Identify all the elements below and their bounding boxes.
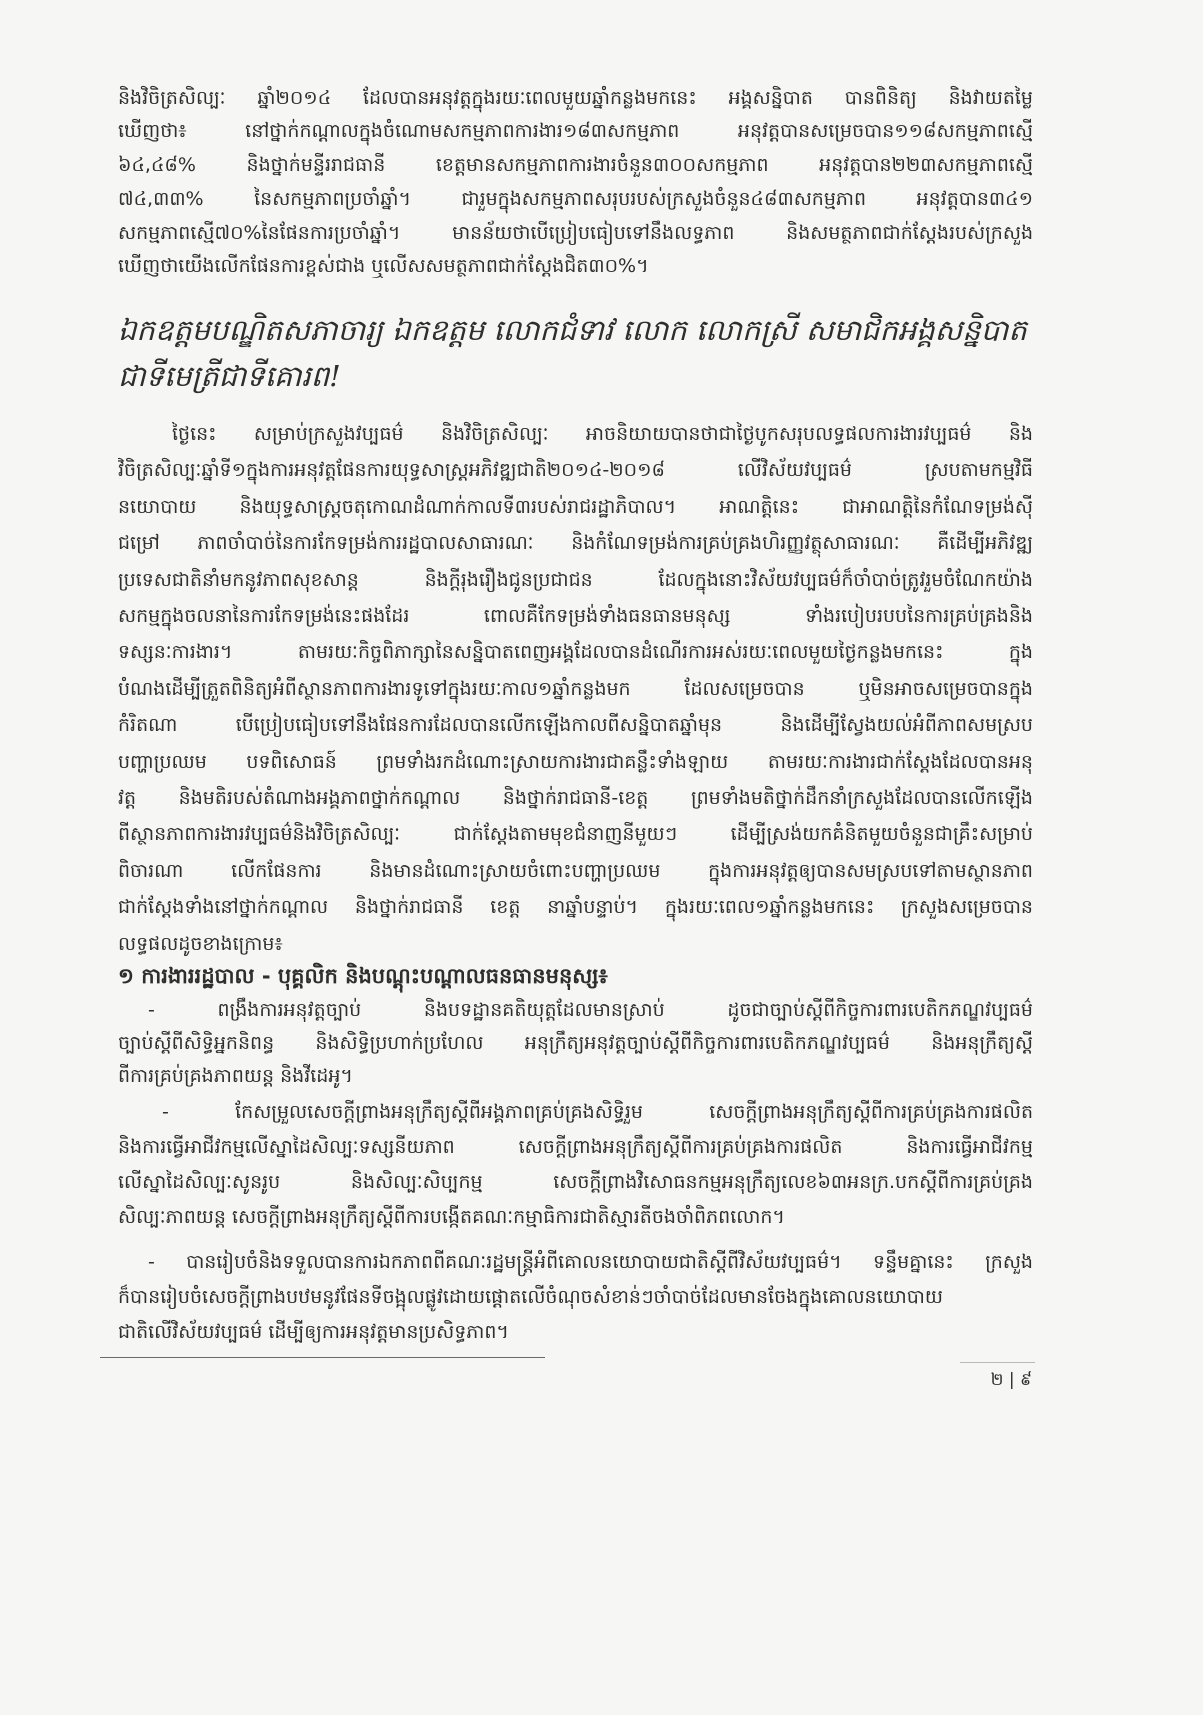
- bullet-line: ជាតិលើវិស័យវប្បធម៌ ដើម្បីឲ្យការអនុវត្តមានប្រសិទ្ធភាព។: [118, 1321, 509, 1343]
- section-heading: ១ ការងាររដ្ឋបាល - បុគ្គលិក និងបណ្តុះបណ្តាលធនធានមនុស្ស៖: [118, 964, 608, 988]
- paragraph-line: កំរិតណា បើប្រៀបធៀបទៅនឹងផែនការដែលបានលើកឡើងកាលពីសន្និបាតឆ្នាំមុន និងដើម្បីស្វែងយល់អំពីភាពសមស្រប: [118, 714, 1033, 736]
- salutation-line: ឯកឧត្តមបណ្ឌិតសភាចារ្យ ឯកឧត្តម លោកជំទាវ លោក លោកស្រី សមាជិកអង្គសន្និបាត: [118, 313, 1027, 347]
- paragraph-line: សកម្មក្នុងចលនានៃការកែទម្រង់នេះផងដែរ ពោលគឺកែទម្រង់ទាំងធនធានមនុស្ស ទាំងរបៀបរបបនៃការគ្រប់គ្រងនិង: [118, 605, 1033, 627]
- bullet-line: ពីការគ្រប់គ្រងភាពយន្ត និងវីដេអូ។: [118, 1065, 353, 1087]
- paragraph-line: បញ្ហាប្រឈម បទពិសោធន៍ ព្រមទាំងរកដំណោះស្រាយការងារជាគន្លឹះទាំងឡាយ តាមរយៈការងារជាក់ស្តែងដែលបានអនុ: [118, 751, 1033, 773]
- paragraph-line: ជម្រៅ ភាពចាំបាច់នៃការកែទម្រង់ការរដ្ឋបាលសាធារណៈ និងកំណែទម្រង់ការគ្រប់គ្រងហិរញ្ញវត្ថុសាធារណៈ គឺដើម្បីអភិវឌ្ឍ: [118, 532, 1033, 554]
- bullet-line: លើស្នាដៃសិល្បៈសូនរូប និងសិល្បៈសិប្បកម្ម សេចក្តីព្រាងវិសោធនកម្មអនុក្រឹត្យលេខ៦៣អនក្រ.បកស្តីពីការគ្រប់គ្រង: [118, 1171, 1033, 1193]
- salutation-line: ជាទីមេត្រីជាទីគោរព!: [118, 359, 341, 393]
- bullet-line: ច្បាប់ស្តីពីសិទ្ធិអ្នកនិពន្ធ និងសិទ្ធិប្រហាក់ប្រហែល អនុក្រឹត្យអនុវត្តច្បាប់ស្តីពីកិច្ចការពារបេតិកភណ្ឌវប្បធម៌ និងអនុក្រឹត្យស្តី: [118, 1032, 1033, 1054]
- paragraph-line: បំណងដើម្បីត្រួតពិនិត្យអំពីស្ថានភាពការងារទូទៅក្នុងរយៈកាល១ឆ្នាំកន្លងមក ដែលសម្រេចបាន ឬមិនអាចសម្រេចបានក្នុង: [118, 678, 1033, 700]
- footer-divider: [960, 1362, 1035, 1363]
- paragraph-line: ថ្ងៃនេះ សម្រាប់ក្រសួងវប្បធម៌ និងវិចិត្រសិល្បៈ អាចនិយាយបានថាជាថ្ងៃបូកសរុបលទ្ធផលការងារវប្បធម៌ និង: [172, 423, 1033, 445]
- bullet-line: - បានរៀបចំនិងទទួលបានការឯកភាពពីគណៈរដ្ឋមន្ត្រីអំពីគោលនយោបាយជាតិស្តីពីវិស័យវប្បធម៌។ ទន្ទឹមគ្នានេះ ក្រសួង: [148, 1251, 1033, 1273]
- footer-divider: [100, 1357, 545, 1358]
- paragraph-line: ឃើញថាយើងលើកផែនការខ្ពស់ជាង ឬលើសសមត្ថភាពជាក់ស្តែងជិត៣០%។: [118, 255, 649, 277]
- paragraph-line: ឃើញថា៖ នៅថ្នាក់កណ្តាលក្នុងចំណោមសកម្មភាពការងារ១៨៣សកម្មភាព អនុវត្តបានសម្រេចបាន១១៨សកម្មភាពស្មើ: [118, 120, 1033, 142]
- bullet-line: និងការធ្វើអាជីវកម្មលើស្នាដៃសិល្បៈទស្សនីយភាព សេចក្តីព្រាងអនុក្រឹត្យស្តីពីការគ្រប់គ្រងការផលិត និងការធ្វើអាជីវកម្ម: [118, 1136, 1033, 1158]
- paragraph-line: ទស្សនៈការងារ។ តាមរយៈកិច្ចពិភាក្សានៃសន្និបាតពេញអង្គដែលបានដំណើរការអស់រយៈពេលមួយថ្ងៃកន្លងមកនេះ ក្នុង: [118, 641, 1033, 663]
- bullet-line: - ពង្រឹងការអនុវត្តច្បាប់ និងបទដ្ឋានគតិយុត្តដែលមានស្រាប់ ដូចជាច្បាប់ស្តីពីកិច្ចការពារបេតិកភណ្ឌវប្បធម៌: [148, 999, 1033, 1021]
- paragraph-line: នយោបាយ និងយុទ្ធសាស្ត្រចតុកោណដំណាក់កាលទី៣របស់រាជរដ្ឋាភិបាល។ អាណត្តិនេះ ជាអាណត្តិនៃកំណែទម្រង់ស៊ី: [118, 496, 1033, 518]
- paragraph-line: ពិចារណា លើកផែនការ និងមានដំណោះស្រាយចំពោះបញ្ហាប្រឈម ក្នុងការអនុវត្តឲ្យបានសមស្របទៅតាមស្ថានភាព: [118, 860, 1033, 882]
- paragraph-line: និងវិចិត្រសិល្បៈ ឆ្នាំ២០១៤ ដែលបានអនុវត្តក្នុងរយៈពេលមួយឆ្នាំកន្លងមកនេះ អង្គសន្និបាត បានពិនិត្យ និងវាយតម្លៃ: [118, 87, 1033, 109]
- paragraph-line: ជាក់ស្តែងទាំងនៅថ្នាក់កណ្តាល និងថ្នាក់រាជធានី ខេត្ត នាឆ្នាំបន្ទាប់។ ក្នុងរយៈពេល១ឆ្នាំកន្លងមកនេះ ក្រសួងសម្រេចបាន: [118, 896, 1033, 918]
- paragraph-line: ៦៤,៤៨% និងថ្នាក់មន្ទីររាជធានី ខេត្តមានសកម្មភាពការងារចំនួន៣០០សកម្មភាព អនុវត្តបាន២២៣សកម្មភាពស្មើ: [118, 154, 1033, 176]
- paragraph-line: វត្ត និងមតិរបស់តំណាងអង្គភាពថ្នាក់កណ្តាល និងថ្នាក់រាជធានី-ខេត្ត ព្រមទាំងមតិថ្នាក់ដឹកនាំក្រសួងដែលបានលើកឡើង: [118, 787, 1033, 809]
- bullet-line: សិល្បៈភាពយន្ត សេចក្តីព្រាងអនុក្រឹត្យស្តីពីការបង្កើតគណៈកម្មាធិការជាតិស្មារតីចងចាំពិភពលោក។: [118, 1206, 785, 1228]
- paragraph-line: លទ្ធផលដូចខាងក្រោម៖: [118, 933, 283, 955]
- paragraph-line: ៧៤,៣៣% នៃសកម្មភាពប្រចាំឆ្នាំ។ ជារួមក្នុងសកម្មភាពសរុបរបស់ក្រសួងចំនួន៤៨៣សកម្មភាព អនុវត្តបាន៣៤១: [118, 188, 1033, 210]
- paragraph-line: ប្រទេសជាតិនាំមកនូវភាពសុខសាន្ត និងក្តីរុងរឿងជូនប្រជាជន ដែលក្នុងនោះវិស័យវប្បធម៌ក៏ចាំបាច់ត្រូវរួមចំណែកយ៉ាង: [118, 569, 1033, 591]
- paragraph-line: ពីស្ថានភាពការងារវប្បធម៌និងវិចិត្រសិល្បៈ ជាក់ស្តែងតាមមុខជំនាញនីមួយៗ ដើម្បីស្រង់យកគំនិតមួយចំនួនជាគ្រឹះសម្រាប់: [118, 823, 1033, 845]
- bullet-line: - កែសម្រួលសេចក្តីព្រាងអនុក្រឹត្យស្តីពីអង្គភាពគ្រប់គ្រងសិទ្ធិរួម សេចក្តីព្រាងអនុក្រឹត្យស្តីពីការគ្រប់គ្រងការផលិត: [162, 1101, 1033, 1123]
- paragraph-line: សកម្មភាពស្មើ៧០%នៃផែនការប្រចាំឆ្នាំ។ មានន័យថាបើប្រៀបធៀបទៅនឹងលទ្ធភាព និងសមត្ថភាពជាក់ស្តែងរបស់ក្រសួង: [118, 222, 1033, 244]
- page-number: ២ | ៩: [990, 1370, 1032, 1390]
- paragraph-line: វិចិត្រសិល្បៈឆ្នាំទី១ក្នុងការអនុវត្តផែនការយុទ្ធសាស្ត្រអភិវឌ្ឍជាតិ២០១៤-២០១៨ លើវិស័យវប្បធម៌ ស្របតាមកម្មវិធី: [118, 459, 1033, 481]
- bullet-line: ក៏បានរៀបចំសេចក្តីព្រាងបឋមនូវផែនទីចង្អុលផ្លូវដោយផ្តោតលើចំណុចសំខាន់ៗចាំបាច់ដែលមានចែងក្នុងគោលនយោបាយ: [118, 1286, 943, 1308]
